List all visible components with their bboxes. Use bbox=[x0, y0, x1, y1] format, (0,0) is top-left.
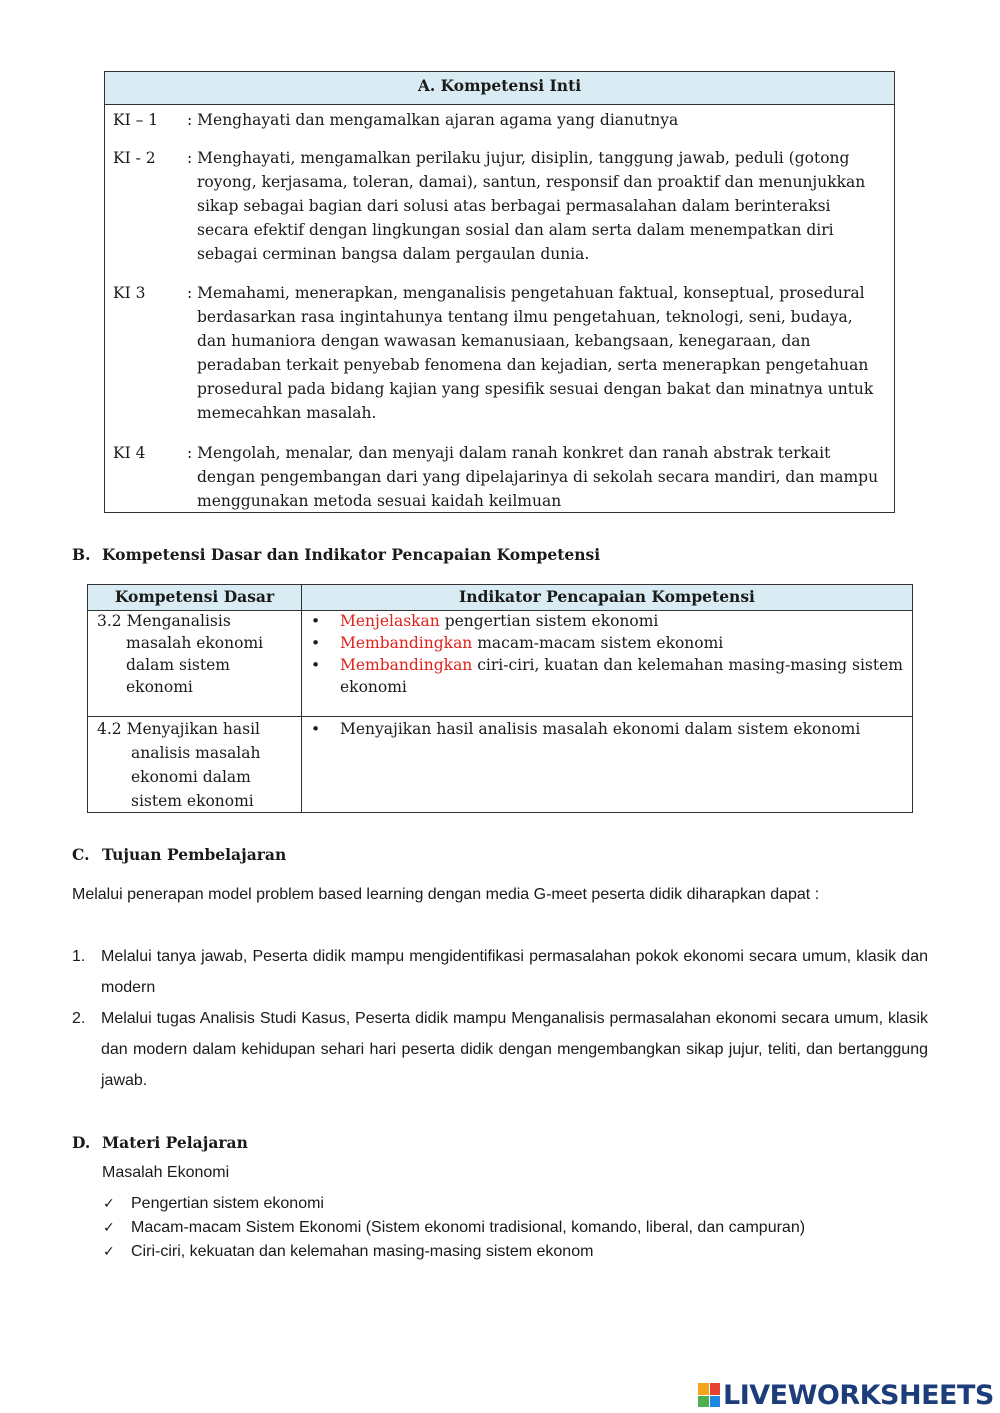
kd-label: 3.2 Menganalisis bbox=[97, 612, 231, 630]
materi-item bbox=[103, 1192, 324, 1216]
ki-text: : Menghayati dan mengamalkan ajaran agama yang dianutnya bbox=[187, 111, 679, 129]
section-d-heading bbox=[72, 1133, 248, 1152]
ki-text: : Mengolah, menalar, dan menyaji dalam ranah konkret dan ranah abstrak terkait dengan pengembangan dari yang dipelajarinya di sekolah secara mandiri, dan mampu menggunakan metoda sesuai kaidah keilmuan bbox=[187, 444, 879, 510]
liveworksheets-logo bbox=[698, 1380, 994, 1410]
ki-code: KI 4 bbox=[113, 444, 146, 462]
logo-square bbox=[698, 1396, 709, 1408]
logo-text: LIVEWORKSHEETS bbox=[723, 1379, 994, 1411]
tujuan-item-1 bbox=[72, 941, 928, 1003]
kd-cell-4-2 bbox=[97, 717, 297, 813]
materi-item-text: Pengertian sistem ekonomi bbox=[131, 1195, 324, 1212]
check-icon: ✓ bbox=[103, 1244, 115, 1260]
ki-code: KI 3 bbox=[113, 284, 146, 302]
kd-cont-line: ekonomi dalam bbox=[131, 768, 251, 786]
indikator-rest: pengertian sistem ekonomi bbox=[439, 612, 659, 630]
col-indikator-header: Indikator Pencapaian Kompetensi bbox=[459, 587, 755, 606]
tujuan-text: Melalui tanya jawab, Peserta didik mampu mengidentifikasi permasalahan pokok ekonomi secara umum, klasik dan modern bbox=[101, 948, 928, 996]
logo-square bbox=[710, 1396, 721, 1408]
indikator-verb: Membandingkan bbox=[340, 656, 473, 674]
materi-item bbox=[103, 1216, 805, 1240]
col-kd-header: Kompetensi Dasar bbox=[114, 587, 275, 606]
section-c-letter: C. bbox=[72, 845, 90, 864]
ki-row-1 bbox=[113, 108, 886, 134]
section-b-letter: B. bbox=[72, 545, 91, 564]
kd-cont-line: masalah ekonomi bbox=[126, 634, 264, 652]
ki-text: : Menghayati, mengamalkan perilaku jujur, disiplin, tanggung jawab, peduli (gotong royong, kerjasama, toleran, damai), santun, responsif dan proaktif dan menunjukkan sikap sebagai bagian dari solusi atas berbagai permasalahan dalam berinteraksi secara efektif dengan lingkungan sosial dan alam serta dalam menempatkan diri sebagai cerminan bangsa dalam pergaulan dunia. bbox=[187, 149, 866, 263]
logo-square bbox=[698, 1383, 709, 1395]
section-d-letter: D. bbox=[72, 1133, 91, 1152]
check-icon: ✓ bbox=[103, 1196, 115, 1212]
kd-label: 4.2 Menyajikan hasil bbox=[97, 720, 260, 738]
ki-row-4 bbox=[113, 441, 886, 515]
ki-row-3 bbox=[113, 281, 886, 427]
kd-table-header bbox=[88, 585, 912, 611]
indikator-item bbox=[302, 632, 903, 654]
section-c-heading bbox=[72, 845, 286, 864]
kd-cell-3-2 bbox=[97, 610, 297, 698]
indikator-item bbox=[302, 654, 903, 698]
liveworksheets-logo-icon bbox=[698, 1383, 720, 1407]
section-c-title: Tujuan Pembelajaran bbox=[102, 845, 287, 864]
materi-item-text: Ciri-ciri, kekuatan dan kelemahan masing-masing sistem ekonom bbox=[131, 1243, 594, 1260]
indikator-cell-4-2 bbox=[302, 718, 903, 740]
tujuan-item-2 bbox=[72, 1003, 928, 1096]
materi-item-text: Macam-macam Sistem Ekonomi (Sistem ekonomi tradisional, komando, liberal, dan campuran) bbox=[131, 1219, 806, 1236]
materi-subtitle: Masalah Ekonomi bbox=[102, 1164, 230, 1181]
tujuan-number: 1. bbox=[72, 948, 86, 965]
kd-cont-line: ekonomi bbox=[126, 678, 193, 696]
indikator-rest: ciri-ciri, kuatan dan kelemahan masing-masing sistem ekonomi bbox=[340, 656, 903, 696]
tujuan-number: 2. bbox=[72, 1010, 86, 1027]
kd-cont-line: dalam sistem bbox=[126, 656, 230, 674]
check-icon: ✓ bbox=[103, 1220, 115, 1236]
materi-item bbox=[103, 1240, 593, 1264]
indikator-item bbox=[302, 610, 903, 632]
tujuan-text: Melalui tugas Analisis Studi Kasus, Peserta didik mampu Menganalisis permasalahan ekonomi secara umum, klasik dan modern dalam kehidupan sehari hari peserta didik dengan mengembangkan sikap jujur, teliti, dan bertanggung jawab. bbox=[101, 1010, 928, 1089]
ki-row-2 bbox=[113, 146, 886, 268]
ki-text: : Memahami, menerapkan, menganalisis pengetahuan faktual, konseptual, prosedural berdasarkan rasa ingintahunya tentang ilmu pengetahuan, teknologi, seni, budaya, dan humaniora dengan wawasan kemanusiaan, kebangsaan, kenegaraan, dan peradaban terkait penyebab fenomena dan kejadian, serta menerapkan pengetahuan prosedural pada bidang kajian yang spesifik sesuai dengan bakat dan minatnya untuk memecahkan masalah. bbox=[187, 284, 874, 422]
section-b-heading bbox=[72, 545, 600, 564]
ki-code: KI – 1 bbox=[113, 111, 159, 129]
ki-code: KI - 2 bbox=[113, 149, 156, 167]
indikator-cell-3-2 bbox=[302, 610, 903, 698]
kompetensi-dasar-table bbox=[87, 584, 913, 813]
indikator-rest: Menyajikan hasil analisis masalah ekonomi dalam sistem ekonomi bbox=[340, 720, 861, 738]
indikator-rest: macam-macam sistem ekonomi bbox=[472, 634, 724, 652]
indikator-verb: Menjelaskan bbox=[340, 612, 440, 630]
kd-cont-line: analisis masalah bbox=[131, 744, 261, 762]
kd-cont-line: sistem ekonomi bbox=[131, 792, 254, 810]
logo-square bbox=[710, 1383, 721, 1395]
kompetensi-inti-table bbox=[104, 71, 895, 513]
section-d-title: Materi Pelajaran bbox=[102, 1133, 248, 1152]
kompetensi-inti-title: A. Kompetensi Inti bbox=[105, 72, 894, 105]
indikator-verb: Membandingkan bbox=[340, 634, 473, 652]
section-b-title: Kompetensi Dasar dan Indikator Pencapaian Kompetensi bbox=[102, 545, 601, 564]
indikator-item bbox=[302, 718, 903, 740]
tujuan-intro: Melalui penerapan model problem based learning dengan media G-meet peserta didik diharapkan dapat : bbox=[72, 886, 820, 903]
